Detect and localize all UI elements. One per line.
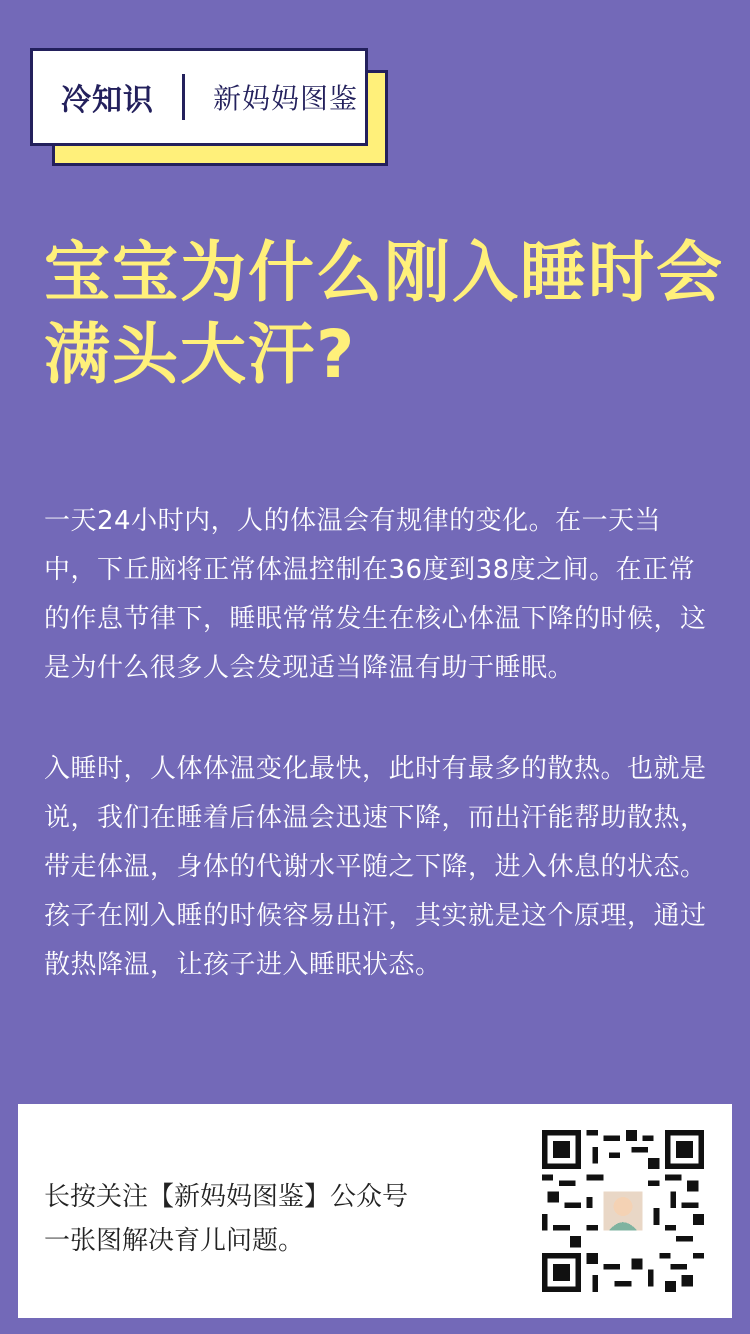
footer-card xyxy=(18,1104,732,1318)
tag-main-label: 冷知识 xyxy=(61,83,154,118)
qr-code-icon[interactable] xyxy=(542,1130,704,1292)
paragraph-1: 一天24小时内，人的体温会有规律的变化。在一天当中，下丘脑将正常体温控制在36度到38度之间。在正常的作息节律下，睡眠常常发生在核心体温下降的时候，这是为什么很多人会发现适当降温有助于睡眠。 xyxy=(44,506,707,683)
tag-badge-box xyxy=(30,48,368,146)
tag-sub-label: 新妈妈图鉴 xyxy=(213,82,359,115)
footer-tagline: 一张图解决育儿问题。 xyxy=(44,1226,305,1256)
headline: 宝宝为什么刚入睡时会满头大汗? xyxy=(44,234,724,393)
footer-follow-text: 长按关注【新妈妈图鉴】公众号 xyxy=(44,1182,409,1212)
tag-badge xyxy=(30,48,390,168)
paragraph-2: 入睡时，人体体温变化最快，此时有最多的散热。也就是说，我们在睡着后体温会迅速下降，而出汗能帮助散热，带走体温，身体的代谢水平随之下降，进入休息的状态。孩子在刚入睡的时候容易出汗，其实就是这个原理，通过散热降温，让孩子进入睡眠状态。 xyxy=(44,754,707,980)
tag-divider xyxy=(182,74,185,120)
